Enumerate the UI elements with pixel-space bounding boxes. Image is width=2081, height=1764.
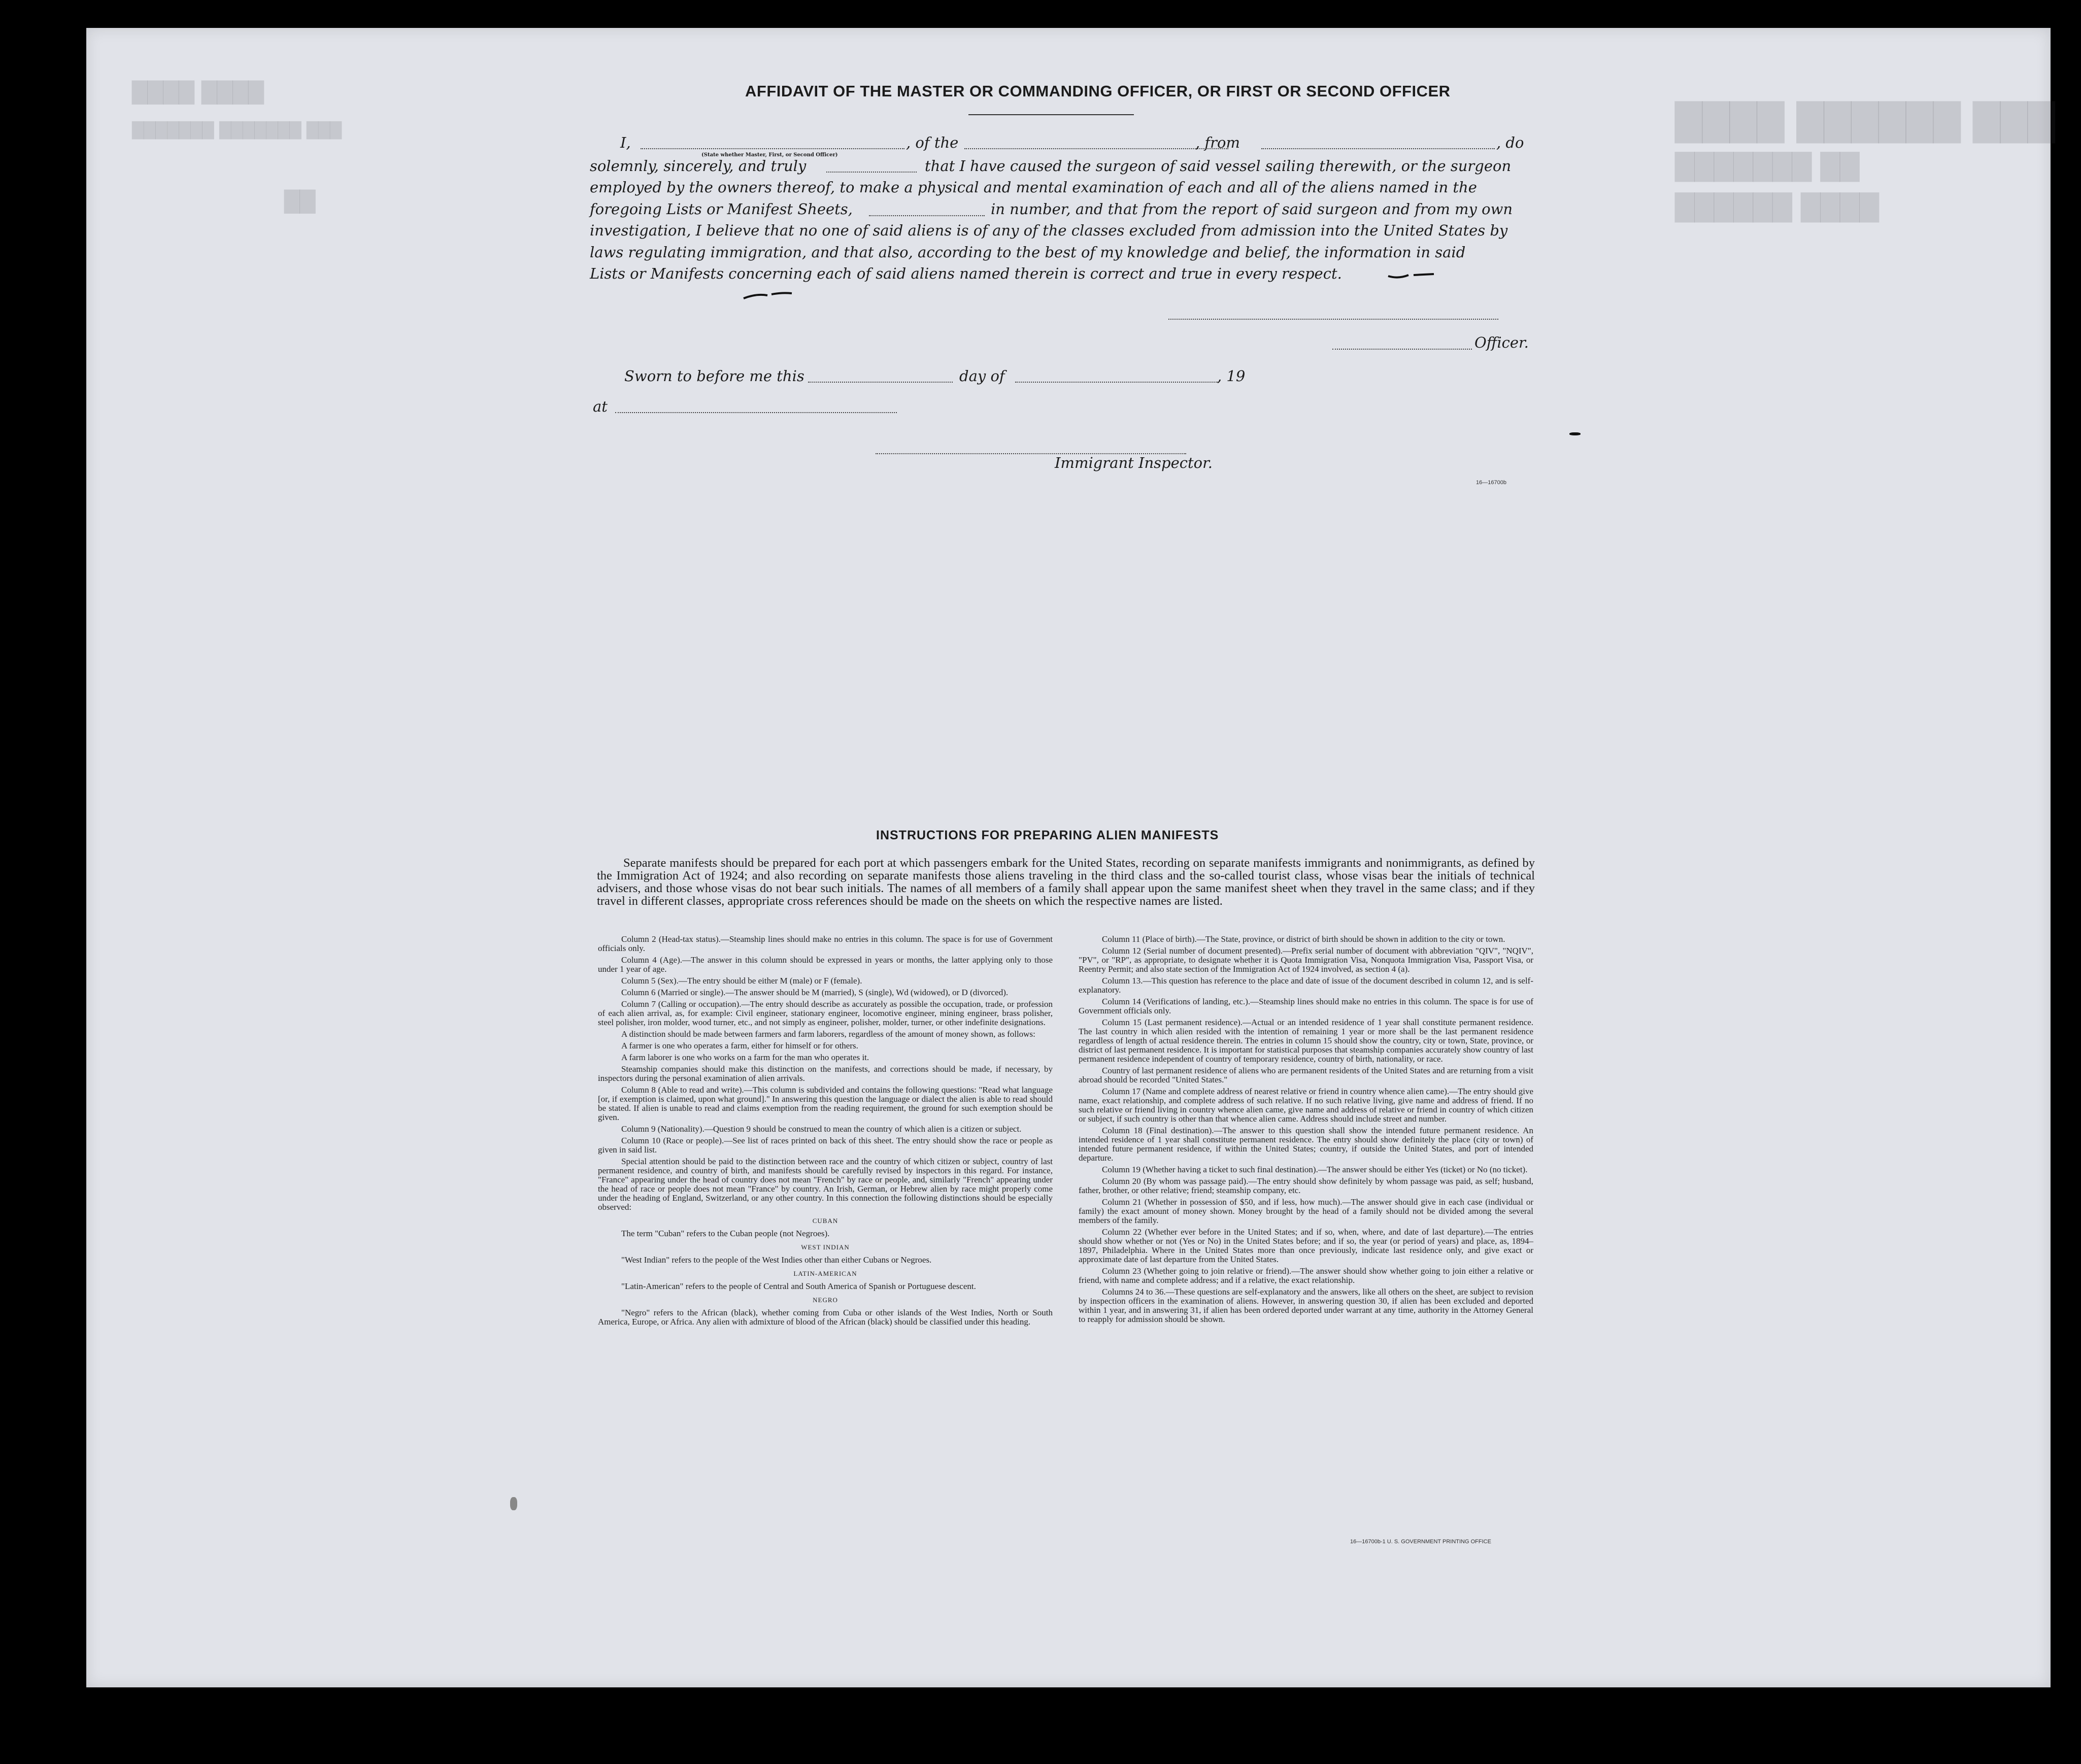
- bleed-through-text: ███████ ██: [1675, 152, 1860, 182]
- right-paragraph: Column 14 (Verifications of landing, etc.).—Steamship lines should make no entries in this column. The space is for use of Government officials only.: [1079, 997, 1533, 1015]
- affidavit-from: , from: [1195, 134, 1240, 151]
- left-paragraph: "Negro" refers to the African (black), whether coming from Cuba or other islands of the West Indies, North or South America, Europe, or Africa. Any alien with admixture of blood of the African (black) should be classified under this heading.: [598, 1308, 1053, 1327]
- blank-place[interactable]: [615, 412, 897, 413]
- right-paragraph: Column 13.—This question has reference to the place and date of issue of the document described in column 12, and is self-explanatory.: [1079, 976, 1533, 995]
- left-paragraph: Steamship companies should make this distinction on the manifests, and corrections should be made, if necessary, by inspectors during the personal examination of alien arrivals.: [598, 1064, 1053, 1083]
- blank-number[interactable]: [826, 172, 917, 173]
- left-paragraph: Column 5 (Sex).—The entry should be either M (male) or F (female).: [621, 976, 862, 986]
- affidavit-of-the: , of the: [906, 134, 959, 151]
- sworn-label: Sworn to before me this: [624, 367, 804, 385]
- left-paragraph: Column 9 (Nationality).—Question 9 should be construed to mean the country of which alien is a citizen or subject.: [621, 1124, 1022, 1134]
- bleed-through-text: ████ ██████ ███: [1675, 101, 2055, 143]
- affidavit-line-7: Lists or Manifests concerning each of said aliens named therein is correct and true in every respect.: [590, 265, 1342, 282]
- instructions-right-column: [1079, 935, 1533, 1327]
- year-label: , 19: [1217, 367, 1246, 385]
- left-paragraph: "West Indian" refers to the people of the West Indies other than either Cubans or Negroes.: [621, 1255, 932, 1265]
- right-paragraph: Column 11 (Place of birth).—The State, province, or district of birth should be shown in addition to the city or town.: [1102, 934, 1505, 944]
- officer-label: Officer.: [1474, 334, 1529, 351]
- blank-sheets-count[interactable]: [869, 215, 985, 216]
- heading-latin-american: LATIN-AMERICAN: [793, 1270, 857, 1277]
- speck-mark: [1569, 432, 1581, 435]
- day-of-label: day of: [959, 367, 1005, 385]
- right-paragraph: Column 18 (Final destination).—The answer to this question shall show the intended future permanent residence. An intended residence of 1 year shall constitute permanent residence. The entry should show definitely the place (city or town) of intended future permanent residence, if within the United States; country, if outside the United States, and port of intended departure.: [1079, 1126, 1533, 1163]
- affidavit-do: , do: [1496, 134, 1524, 151]
- right-paragraph: Columns 24 to 36.—These questions are self-explanatory and the answers, like all others on the sheet, are subject to revision by inspection officers in the examination of aliens. However, in answering question 30, if alien has been excluded and deported within 1 year, and in answering 31, if alien has been ordered deported under warrant at any time, authority in the Attorney General to reapply for admission should be shown.: [1079, 1287, 1533, 1324]
- affidavit-line-2b: that I have caused the surgeon of said vessel sailing therewith, or the surgeon: [925, 157, 1512, 175]
- handwritten-mark: [1386, 269, 1441, 284]
- left-paragraph: A distinction should be made between farmers and farm laborers, regardless of the amount of money shown, as follows:: [621, 1029, 1035, 1039]
- blank-month[interactable]: [1015, 382, 1218, 383]
- right-paragraph: Column 19 (Whether having a ticket to such final destination).—The answer should be either Yes (ticket) or No (no ticket).: [1102, 1165, 1528, 1174]
- left-paragraph: Column 6 (Married or single).—The answer should be M (married), S (single), Wd (widowed), or D (divorced).: [621, 988, 1009, 997]
- blank-port[interactable]: [1261, 148, 1495, 149]
- right-paragraph: Column 15 (Last permanent residence).—Actual or an intended residence of 1 year shall constitute permanent residence. The last country in which alien resided with the intention of remaining 1 year or more shall be the last permanent residence regardless of length of actual residence therein. The entries in column 15 should show the country, city or town, State, province, or district of last permanent residence. It is important for statistical purposes that steamship companies accurately show country of last permanent residence independent of country of temporary residence, country of birth, nationality, or race.: [1079, 1017, 1533, 1064]
- heading-cuban: CUBAN: [812, 1217, 838, 1225]
- affidavit-line-1-i: I,: [620, 134, 631, 151]
- form-number: 16—16700b: [1476, 480, 1506, 486]
- left-paragraph: Column 4 (Age).—The answer in this column should be expressed in years or months, the latter applying only to those under 1 year of age.: [598, 955, 1053, 974]
- heading-west-indian: WEST INDIAN: [801, 1243, 850, 1251]
- bleed-through-text: ███████ ███████ ███: [132, 122, 342, 140]
- instructions-title: INSTRUCTIONS FOR PREPARING ALIEN MANIFESTS: [876, 828, 1219, 842]
- left-paragraph: Column 8 (Able to read and write).—This column is subdivided and contains the following questions: "Read what language [or, if exemption is claimed, upon what ground]." In answering this question the language or dialect the alien is able to read should be stated. If alien is unable to read and claims exemption from the reading requirement, the ground for such exemption should be given.: [598, 1085, 1053, 1122]
- affidavit-line-4a: foregoing Lists or Manifest Sheets,: [590, 200, 853, 218]
- affidavit-line-2a: solemnly, sincerely, and truly: [590, 157, 807, 175]
- speck-mark: [510, 1497, 517, 1510]
- affidavit-title: AFFIDAVIT OF THE MASTER OR COMMANDING OFFICER, OR FIRST OR SECOND OFFICER: [745, 82, 1451, 100]
- bleed-through-text: ██: [284, 190, 316, 214]
- left-paragraph: Column 2 (Head-tax status).—Steamship lines should make no entries in this column. The space is for use of Government officials only.: [598, 934, 1053, 953]
- left-paragraph: A farm laborer is one who works on a farm for the man who operates it.: [621, 1053, 869, 1062]
- affidavit-line-6: laws regulating immigration, and that also, according to the best of my knowledge and belief, the information in said: [590, 244, 1466, 261]
- affidavit-line-3: employed by the owners thereof, to make a physical and mental examination of each and all of the aliens named in the: [590, 179, 1477, 196]
- left-paragraph: Column 7 (Calling or occupation).—The entry should describe as accurately as possible the occupation, trade, or profession of each alien arrival, as, for example: Civil engineer, stationary engineer, locomotive engineer, mining engineer, brass polisher, steel polisher, iron molder, wood turner, etc., and not simply as engineer, polisher, molder, turner, or other indefinite designations.: [598, 999, 1053, 1027]
- right-paragraph: Column 20 (By whom was passage paid).—The entry should show definitely by whom passage was paid, as self; husband, father, brother, or other relative; friend; steamship company, etc.: [1079, 1176, 1533, 1195]
- blank-officer-rank[interactable]: [641, 148, 904, 149]
- left-paragraph: "Latin-American" refers to the people of Central and South America of Spanish or Portuguese descent.: [621, 1281, 976, 1291]
- right-paragraph: Column 23 (Whether going to join relative or friend).—The answer should show whether going to join either a relative or friend, with name and complete address; and if a relative, the exact relationship.: [1079, 1266, 1533, 1285]
- inspector-label: Immigrant Inspector.: [1055, 454, 1213, 471]
- heading-negro: NEGRO: [813, 1296, 838, 1304]
- title-rule: [968, 114, 1134, 115]
- at-label: at: [593, 398, 608, 415]
- affidavit-line-5: investigation, I believe that no one of said aliens is of any of the classes excluded from admission into the United States by: [590, 222, 1508, 239]
- left-paragraph: The term "Cuban" refers to the Cuban people (not Negroes).: [621, 1229, 830, 1238]
- blank-vessel[interactable]: [964, 148, 1228, 149]
- right-paragraph: Column 12 (Serial number of document presented).—Prefix serial number of document with abbreviation "QIV", "NQIV", "PV", or "RP", as appropriate, to designate whether it is Quota Immigration Visa, Nonquota Immigration Visa, Passport Visa, or Reentry Permit; and also state section of the Immigration Act of 1924 involved, as section 4 (a).: [1079, 946, 1533, 974]
- left-paragraph: A farmer is one who operates a farm, either for himself or for others.: [621, 1041, 858, 1050]
- instructions-intro: Separate manifests should be prepared for each port at which passengers embark for the United States, recording on separate manifests immigrants and nonimmigrants, as defined by the Immigration Act of 1924; and also recording on separate manifests those aliens traveling in the third class and the so-called tourist class, whose visas bear the initials of technical advisers, and those whose visas do not bear such initials. The names of all members of a family shall appear upon the same manifest sheet when they travel in the same class; and if they travel in different classes, appropriate cross references should be made on the sheets on which the respective names are listed.: [597, 856, 1535, 908]
- right-paragraph: Column 17 (Name and complete address of nearest relative or friend in country whence alien came).—The entry should give name, exact relationship, and complete address of such relative. If no such relative living, give name and address of friend. If no such relative or friend living in country whence alien came, give name and address of relative or friend in country of which citizen or subject, if such country is other than that whence alien came. Address should include street and number.: [1079, 1087, 1533, 1124]
- bleed-through-text: ████ ████: [132, 81, 264, 105]
- affidavit-line-4b: in number, and that from the report of said surgeon and from my own: [991, 200, 1513, 218]
- blank-day[interactable]: [808, 382, 953, 383]
- handwritten-mark: [741, 284, 797, 304]
- right-paragraph: Country of last permanent residence of aliens who are permanent residents of the United States and are returning from a visit abroad should be recorded "United States.": [1079, 1066, 1533, 1084]
- officer-rank-note: (State whether Master, First, or Second Officer): [701, 152, 838, 158]
- left-paragraph: Special attention should be paid to the distinction between race and the country of which citizen or subject, country of last permanent residence, and country of birth, and manifests should be carefully revised by inspectors in this regard. For instance, "France" appearing under the head of country does not mean "French" by race or people, and, similarly "French" appearing under the head of race or people does not mean "France" by country. An Irish, German, or Hebrew alien by race might properly come under the heading of England, Switzerland, or any other country. In this connection the following distinctions should be especially observed:: [598, 1157, 1053, 1212]
- bleed-through-text: ██████ ████: [1675, 193, 1879, 222]
- instructions-left-column: [598, 935, 1053, 1329]
- signature-line: [1168, 319, 1498, 320]
- printing-office-stamp: 16—16700b-1 U. S. GOVERNMENT PRINTING OFFICE: [1350, 1539, 1491, 1545]
- left-paragraph: Column 10 (Race or people).—See list of races printed on back of this sheet. The entry should show the race or people as given in said list.: [598, 1136, 1053, 1155]
- right-paragraph: Column 22 (Whether ever before in the United States; and if so, when, where, and date of last departure).—The entries should show whether or not (Yes or No) in the United States before; and if so, the year (or period of years) and place, as, 1894–1897, Philadelphia. Where in the United States more than once previously, indicate last residence only, and give exact or approximate date of last departure from the United States.: [1079, 1227, 1533, 1264]
- blank-officer[interactable]: [1332, 349, 1472, 350]
- right-paragraph: Column 21 (Whether in possession of $50, and if less, how much).—The answer should give in each case (individual or family) the exact amount of money shown. Money brought by the head of a family should not be divided among the several members of the family.: [1079, 1197, 1533, 1225]
